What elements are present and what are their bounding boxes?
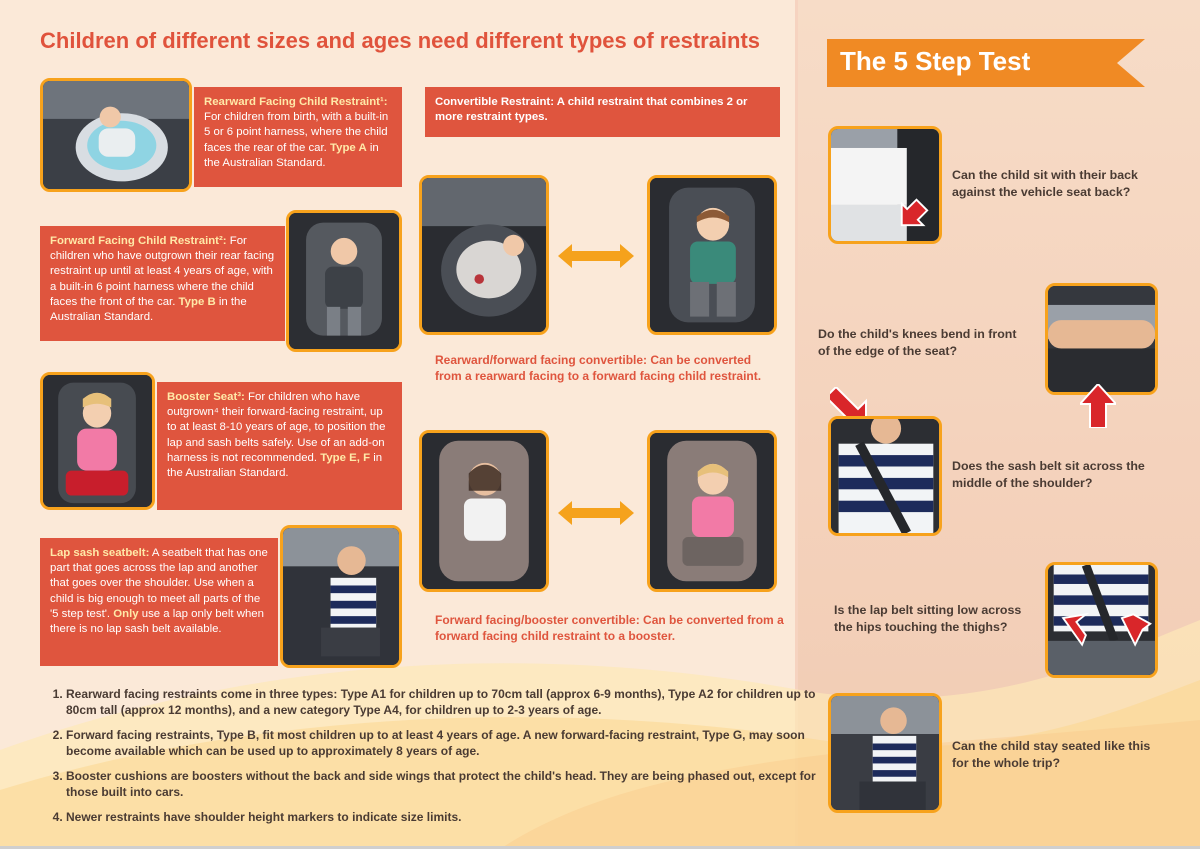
footnote-bold: Booster cushions [66,769,168,783]
convertible-restraint-box [425,87,780,137]
forward-booster-convertible-photo-1 [419,430,549,592]
footnote-item [66,768,826,800]
footnote-text: come in three types: Type A1 for children up to 70cm tall (approx 6-9 months), Type A2 for children up to 80cm tall (approx 12 months), and a new category Type A4, for children up to 2-3 years of age. [66,687,816,717]
step-3-photo [828,416,942,536]
lap-sash-only: Only [113,607,139,620]
forward-convertible-photo [647,175,777,335]
booster-seat-heading: Booster Seat³: [167,391,245,403]
forward-restraint-photo [286,210,402,352]
booster-seat-tail: in the Australian Standard. [167,451,383,480]
forward-restraint-type: Type B [178,295,216,308]
booster-convertible-arrow-icon [556,499,636,527]
fb-convertible-caption-text: Can be converted from a forward facing child restraint to a booster. [435,613,784,643]
lap-sash-box [40,538,278,666]
rearward-restraint-box [194,87,402,187]
convertible-arrow-icon [556,242,636,270]
footnote-item [66,686,826,718]
convertible-restraint-heading: Convertible Restraint: [435,96,554,108]
booster-seat-box [157,382,402,510]
fb-convertible-caption-bold: Forward facing/booster convertible: [435,613,640,627]
step-4-question: Is the lap belt sitting low across the hips touching the thighs? [834,603,1022,634]
lap-sash-tail: use a lap only belt when there is no lap sash belt available. [50,607,264,636]
booster-seat-photo [40,372,155,510]
footnote-item [66,727,826,759]
step-1-photo [828,126,942,244]
lap-sash-body: A seatbelt that has one part that goes across the lap and another that goes over the shoulder. Use when a child is big enough to meet all parts of the '5 step test'. [50,547,268,620]
convertible-restraint-body: A child restraint that combines 2 or more restraint types. [435,96,748,124]
rearward-convertible-photo [419,175,549,335]
step-2-up-arrow-icon [1080,384,1116,428]
footnote-text: , Type B, fit most children up to at least 4 years of age. A new forward-facing restraint, Type G, may soon become available which can be used up to approximately 8 years of age. [66,728,805,758]
footnote-bold: Newer restraints have shoulder height markers to indicate size limits. [66,810,462,824]
step-5-photo [828,693,942,813]
lap-sash-photo [280,525,402,668]
step-5-question: Can the child stay seated like this for the whole trip? [952,739,1151,770]
footnotes-list [32,686,826,834]
rf-convertible-caption-bold: Rearward/forward facing convertible: [435,353,648,367]
lap-sash-heading: Lap sash seatbelt: [50,547,150,559]
step-test-title: The 5 Step Test [840,46,1031,76]
rf-convertible-caption [435,352,775,384]
forward-restraint-tail: in the Australian Standard. [50,295,247,324]
rearward-restraint-heading: Rearward Facing Child Restraint¹: [204,96,388,108]
page-title: Children of different sizes and ages need different types of restraints [40,28,761,53]
rearward-restraint-type: Type A [330,141,367,154]
rf-convertible-caption-text: Can be converted from a rearward facing to a forward facing child restraint. [435,353,762,383]
forward-restraint-box [40,226,285,341]
forward-booster-convertible-photo-2 [647,430,777,592]
fb-convertible-caption [435,612,785,644]
step-2-photo [1045,283,1158,395]
booster-seat-type: Type E, F [320,451,371,464]
rearward-restraint-body: For children from birth, with a built-in 5 or 6 point harness, where the child faces the rear of the car. [204,111,389,154]
step-4-photo [1045,562,1158,678]
footnote-text: are boosters without the back and side wings that protect the child's head. They are being phased out, except for those built into cars. [66,769,816,799]
footnote-bold: Rearward facing restraints [66,687,218,701]
rearward-restraint-photo [40,78,192,192]
forward-restraint-body: For children who have outgrown their rear facing restraint up until at least 4 years of age, with a built-in 6 point harness where the child faces the front of the car. [50,235,275,308]
step-3-question: Does the sash belt sit across the middle of the shoulder? [952,459,1145,490]
step-2-question: Do the child's knees bend in front of the edge of the seat? [818,327,1017,358]
forward-restraint-heading: Forward Facing Child Restraint²: [50,235,227,247]
footnote-item [66,809,826,825]
step-1-question: Can the child sit with their back against the vehicle seat back? [952,168,1138,199]
footnote-bold: Forward facing restraints [66,728,211,742]
rearward-restraint-tail: in the Australian Standard. [204,141,379,169]
booster-seat-body: For children who have outgrown⁴ their forward-facing restraint, up to at least 8-10 years of age, to position the lap and sash belts safely. Use of an add-on harness is not recommended. [167,391,386,464]
